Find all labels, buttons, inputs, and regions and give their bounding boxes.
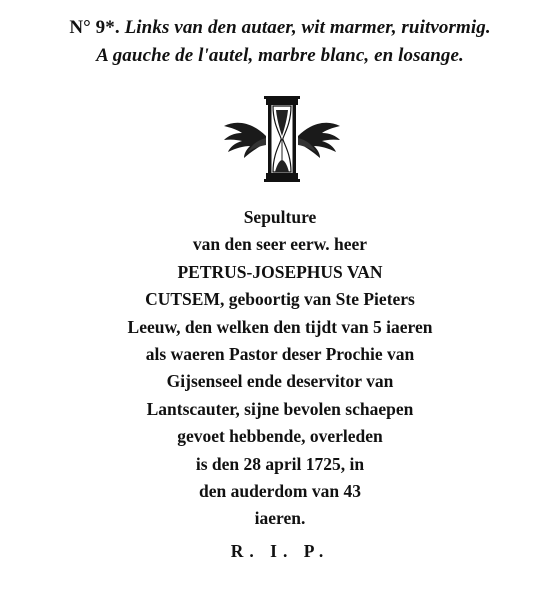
heading-dutch-line: [0, 14, 560, 42]
epitaph-line: Gijsenseel ende deservitor van: [166, 371, 394, 392]
inscription-heading: [0, 14, 560, 70]
epitaph-line: Leeuw, den welken den tijdt van 5 iaeren: [127, 316, 433, 337]
epitaph-line: CUTSEM, geboortig van Ste Pieters: [145, 289, 415, 310]
winged-hourglass-icon: [222, 96, 342, 182]
rip-text: R. I. P.: [230, 541, 330, 561]
heading-dutch-text: Links van den autaer, wit marmer, ruitvormig.: [124, 17, 491, 38]
epitaph-line: iaeren.: [254, 508, 306, 529]
epitaph-line: is den 28 april 1725, in: [195, 453, 365, 474]
epitaph-text: [0, 204, 560, 533]
epitaph-line: Lantscauter, sijne bevolen schaepen: [146, 398, 414, 419]
epitaph-line: van den seer eerw. heer: [192, 234, 368, 255]
epitaph-line: gevoet hebbende, overleden: [177, 426, 383, 447]
epitaph-line: Sepulture: [243, 207, 317, 227]
inscription-number: N° 9*.: [69, 17, 120, 38]
epitaph-line: als waeren Pastor deser Prochie van: [145, 344, 415, 365]
epitaph-name-line: PETRUS-JOSEPHUS VAN: [177, 261, 383, 282]
heading-french-line: A gauche de l'autel, marbre blanc, en losange.: [96, 45, 464, 66]
epitaph-line: den auderdom van 43: [199, 481, 361, 502]
